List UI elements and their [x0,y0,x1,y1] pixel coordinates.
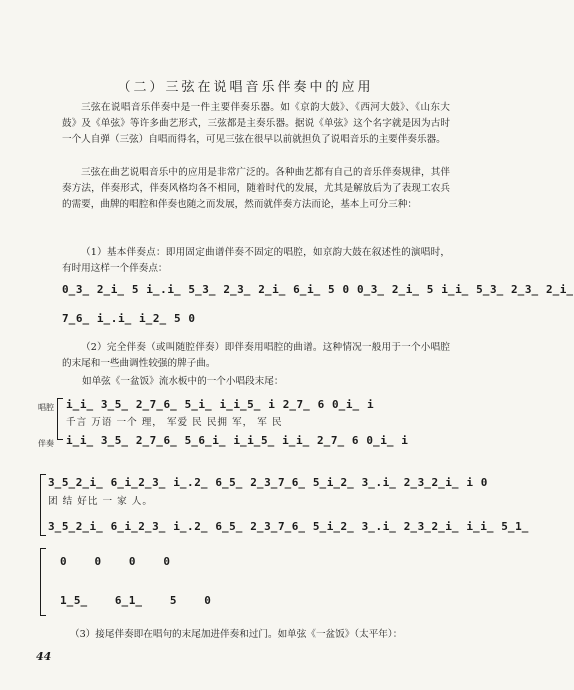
paragraph-4: （2）完全伴奏（或叫随腔伴奏）即伴奏用唱腔的曲谱。这种情况一般用于一个小唱腔的末尾和一些曲调性较强的牌子曲。 [62,342,450,369]
example-intro: 如单弦《一盆饭》流水板中的一个小唱段末尾： [82,376,284,387]
score-1-line-2: 7̲6̲ i̲.i̲ i̲2̲ 5 0 [62,312,196,325]
accompaniment-label: 伴奏 [38,439,54,448]
score-2-row-1-vocal: i̲i̲ 3̲5̲ 2̲7̲6̲ 5̲i̲ i̲i̲5̲ i 2̲7̲ 6 0̲i̲ i [66,398,375,411]
score-2-row-1-lyric: 千言 万语 一个 理， 军爱 民 民拥 军， 军 民 [66,417,283,428]
vocal-label: 唱腔 [38,403,54,412]
score-2-row-3-accompaniment: 1̲5̲ 6̲1̲ 5 0 [60,594,212,607]
section-title: （二）三弦在说唱音乐伴奏中的应用 [117,80,374,95]
paragraph-3: （1）基本伴奏点：即用固定曲谱伴奏不固定的唱腔，如京韵大鼓在叙述性的演唱时，有时用这样一个伴奏点： [62,247,450,274]
page-number: 44 [36,650,52,663]
score-2-row-2-accompaniment: 3̲5̲2̲i̲ 6̲i̲2̲3̲ i̲.2̲ 6̲5̲ 2̲3̲7̲6̲ 5̲i̲2̲ 3̲.i̲ 2̲3̲2̲i̲ i̲i̲ 5̲1̲ [48,520,529,533]
system-brace [40,548,46,616]
score-1-line-1: 0̲3̲ 2̲i̲ 5 i̲.i̲ 5̲3̲ 2̲3̲ 2̲i̲ 6̲i̲ 5 0 0̲3̲ 2̲i̲ 5 i̲i̲ 5̲3̲ 2̲3̲ 2̲i̲ [62,283,574,296]
score-2-row-3-vocal: 0 0 0 0 [60,555,171,568]
score-2-row-2-lyric: 团 结 好比 一 家 人。 [48,496,153,507]
score-2-row-2-vocal: 3̲5̲2̲i̲ 6̲i̲2̲3̲ i̲.2̲ 6̲5̲ 2̲3̲7̲6̲ 5̲i̲2̲ 3̲.i̲ 2̲3̲2̲i̲ i 0 [48,476,489,489]
score-2-row-1-accompaniment: i̲i̲ 3̲5̲ 2̲7̲6̲ 5̲6̲i̲ i̲i̲5̲ i̲i̲ 2̲7̲ 6 0̲i̲ i [66,434,409,447]
paragraph-1: 三弦在说唱音乐伴奏中是一件主要伴奏乐器。如《京韵大鼓》、《西河大鼓》、《山东大鼓》及《单弦》等许多曲艺形式，三弦都是主奏乐器。据说《单弦》这个名字就是因为古时一个人自弹（三弦）自唱而得名，可见三弦在很早以前就担负了说唱音乐的主要伴奏乐器。 [62,102,450,145]
paragraph-5: （3）接尾伴奏即在唱句的末尾加进伴奏和过门。如单弦《一盆饭》（太平年）： [70,629,403,640]
paragraph-2: 三弦在曲艺说唱音乐中的应用是非常广泛的。各种曲艺都有自己的音乐伴奏规律，其伴奏方法，伴奏形式，伴奏风格均各不相同，随着时代的发展，尤其是解放后为了表现工农兵的需要，曲牌的唱腔和伴奏也随之而发展，然而就伴奏方法而论，基本上可分三种： [62,167,450,210]
system-brace [40,474,46,536]
system-brace [57,398,63,440]
